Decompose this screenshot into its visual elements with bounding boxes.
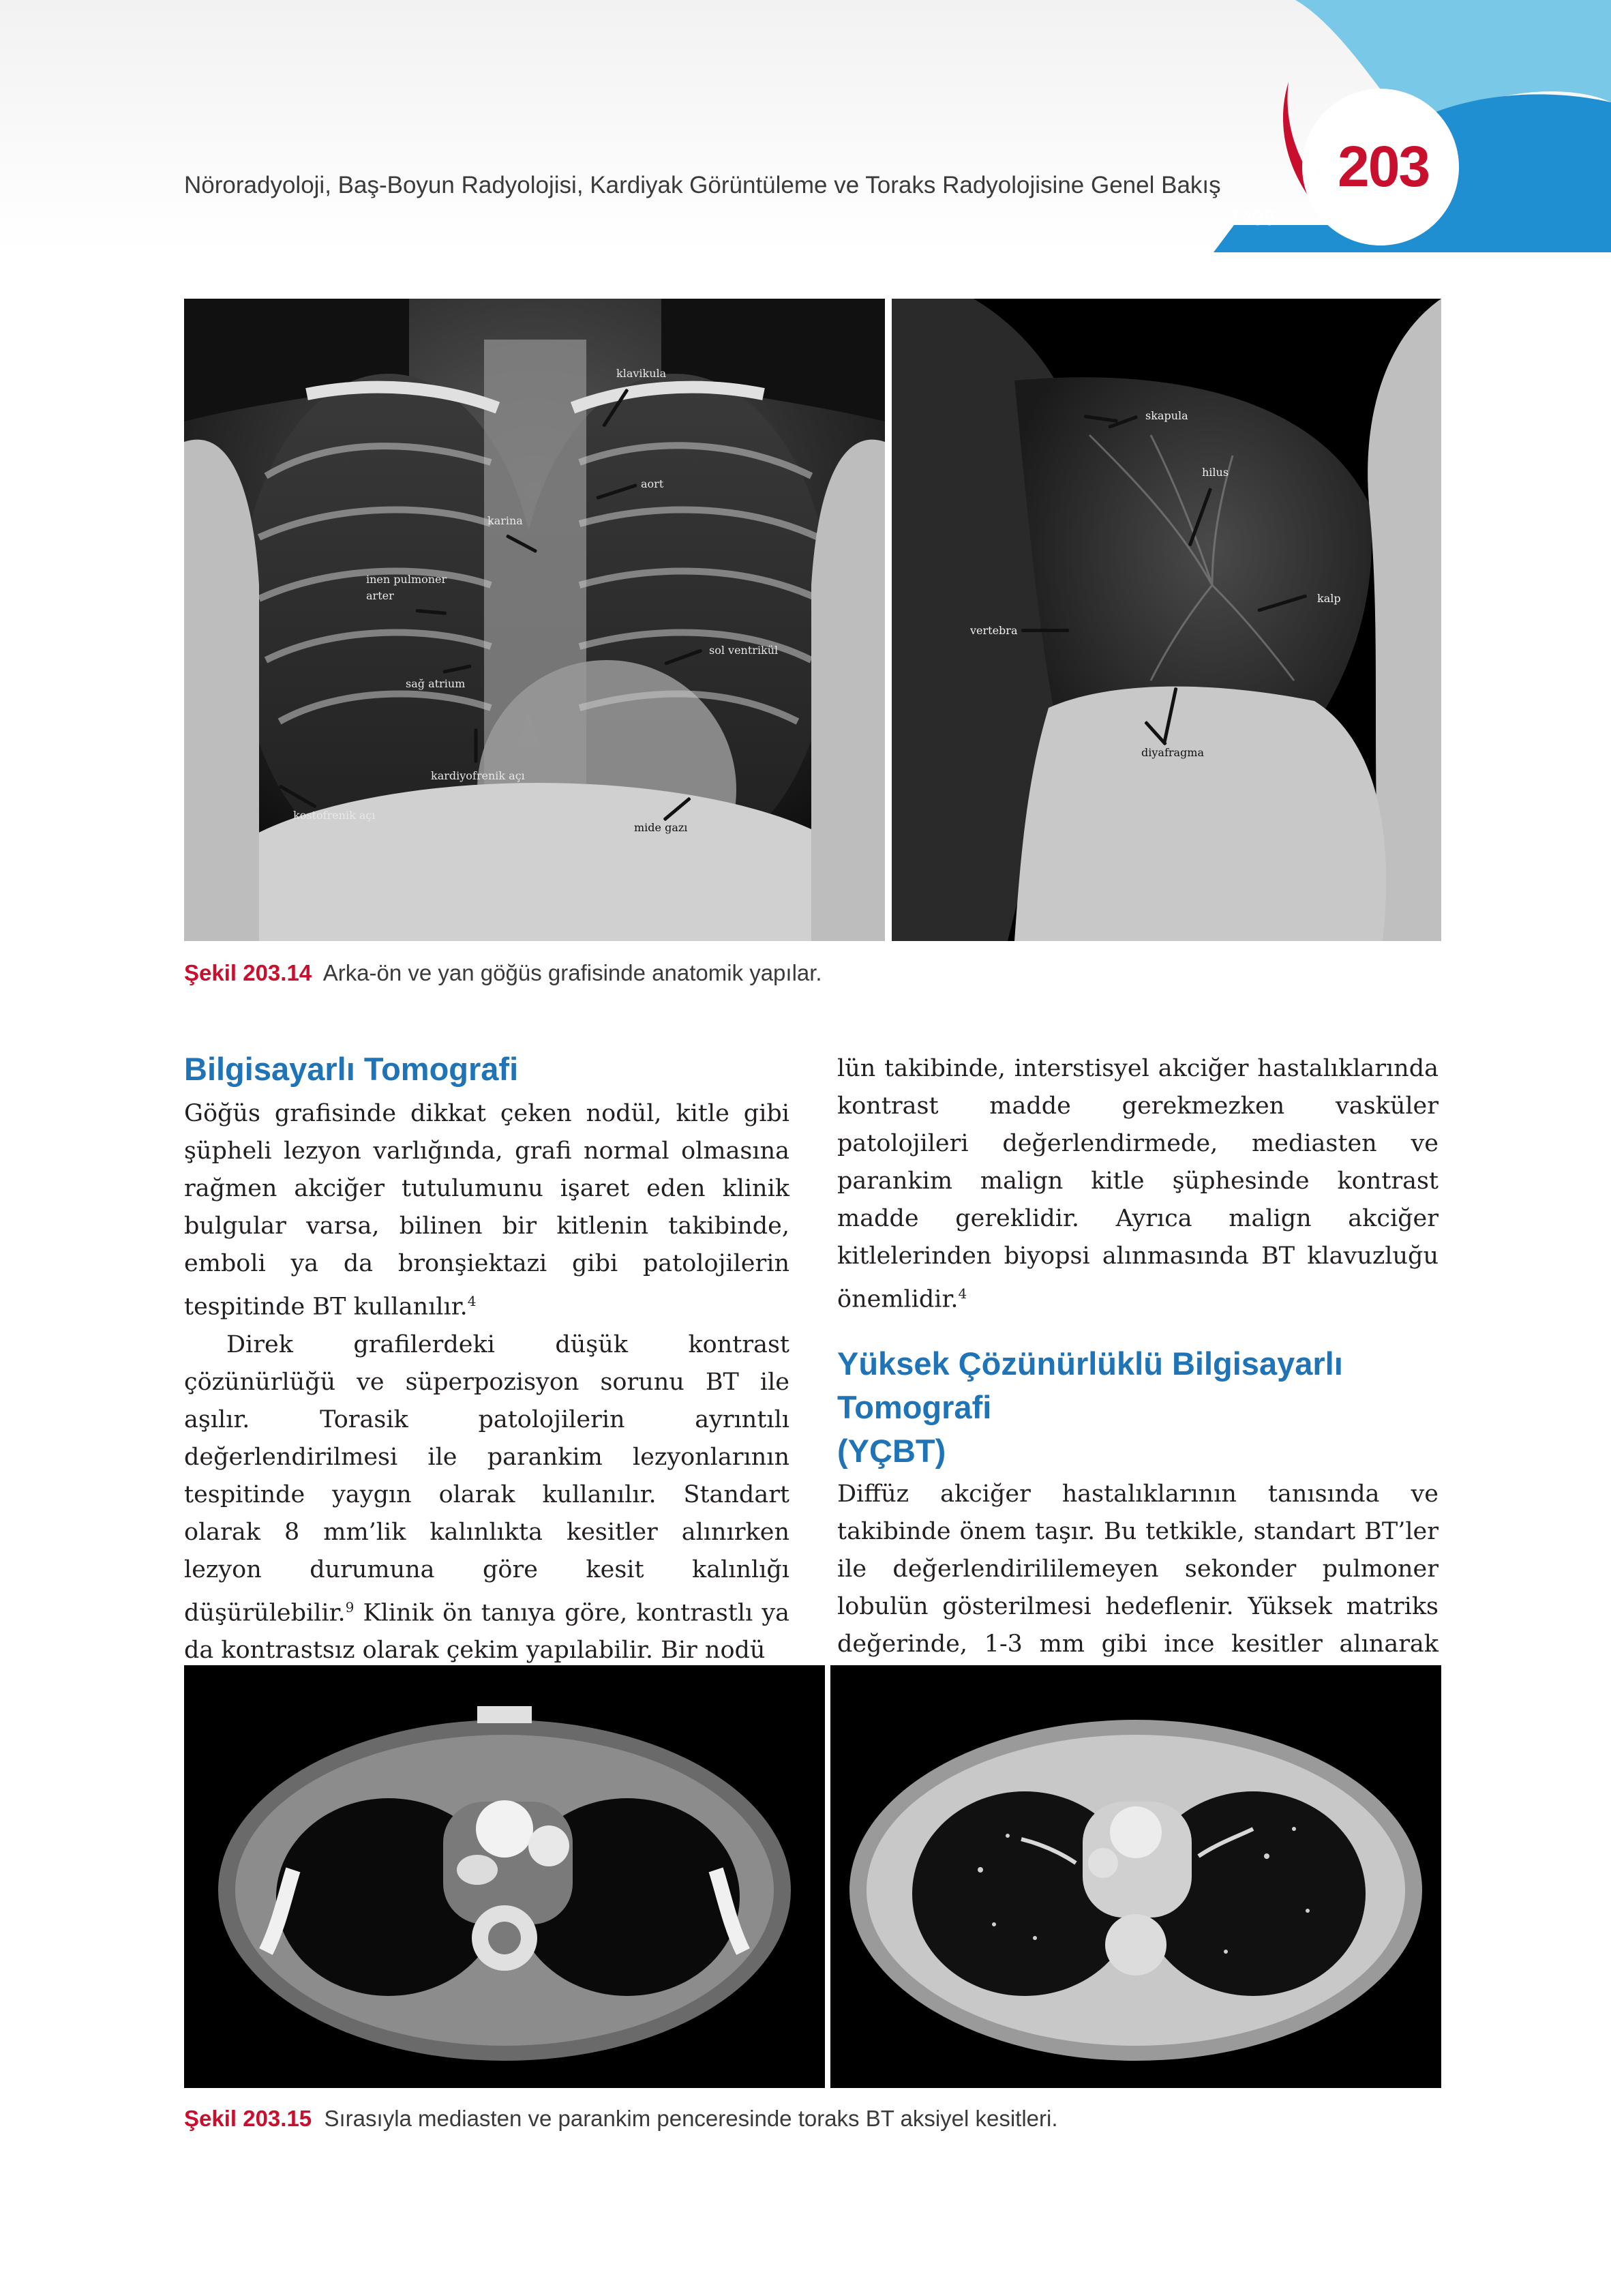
pointer-kardiyofrenik: [475, 729, 478, 763]
left-column: [184, 1047, 789, 1669]
paragraph-bt-2: [184, 1326, 789, 1670]
reference-4: 4: [467, 1293, 477, 1309]
reference-4b: 4: [958, 1285, 967, 1302]
figure-203-15-caption: [184, 2106, 1058, 2132]
figure-203-14-label: Şekil 203.14: [184, 960, 312, 985]
running-title: Nöroradyoloji, Baş-Boyun Radyolojisi, Kardiyak Görüntüleme ve Toraks Radyolojisine Genel Bakış: [184, 172, 1221, 198]
paragraph-bt-2-text-a: Direk grafilerdeki düşük kontrast çözünürlüğü ve süperpozisyon sorunu BT ile aşılır. Torasik patolojilerin ayrıntılı değerlendirilmesi ile parankim lezyonlarının tespitinde yaygın olarak kullanılır. Standart olarak 8 mm’lik kalınlıkta kesitler alınırken lezyon durumuna göre kesit kalınlığı düşürülebilir.: [184, 1330, 789, 1627]
heading-bilgisayarli-tomografi: Bilgisayarlı Tomografi: [184, 1051, 519, 1087]
pa-chest-xray: [184, 299, 885, 941]
label-karina: karina: [487, 514, 523, 527]
figure-203-14-text: Arka-ön ve yan göğüs grafisinde anatomik yapılar.: [322, 960, 822, 985]
paragraph-bt-continued: [837, 1050, 1439, 1319]
lateral-xray-image: [892, 299, 1441, 941]
label-skapula: skapula: [1145, 409, 1188, 422]
label-kardiyofrenik: kardiyofrenik açı: [431, 769, 525, 782]
label-arter: arter: [366, 589, 394, 602]
label-diyafragma: diyafragma: [1141, 746, 1204, 759]
label-klavikula: klavikula: [616, 367, 667, 380]
paragraph-bt-1-text: Göğüs grafisinde dikkat çeken nodül, kitle gibi şüpheli lezyon varlığında, grafi normal olmasına rağmen akciğer tutulumunu işaret eden klinik bulgular varsa, bilinen bir kitlenin takibinde, emboli ya da bronşiektazi gibi patolojilerin tespitinde BT kullanılır.: [184, 1100, 789, 1321]
label-sol-ventrikul: sol ventrikül: [709, 644, 779, 657]
label-sag-atrium: sağ atrium: [406, 677, 466, 690]
reference-9: 9: [345, 1598, 355, 1615]
lateral-chest-xray: [892, 299, 1441, 941]
ct-lung-image: [830, 1665, 1441, 2088]
label-inen-pulmoner: inen pulmoner: [366, 573, 447, 586]
figure-203-14-caption: [184, 960, 822, 986]
page-number: 1435: [1229, 206, 1276, 230]
ct-mediastinal-window: [184, 1665, 825, 2088]
paragraph-bt-1: [184, 1095, 789, 1326]
pointer-vertebra: [1021, 629, 1069, 632]
label-kostofrenik: kostofrenik açı: [293, 809, 376, 822]
figure-203-15-text: Sırasıyla mediasten ve parankim penceresinde toraks BT aksiyel kesitleri.: [324, 2106, 1058, 2131]
paragraph-bt-2-text-b: Klinik ön tanıya göre, kontrastlı ya da kontrastsız olarak çekim yapılabilir. Bir nodü: [184, 1599, 789, 1665]
heading-ycbt-line2: (YÇBT): [837, 1432, 946, 1469]
label-aort: aort: [641, 477, 664, 490]
right-column: [837, 1050, 1439, 1701]
ct-mediastinal-image: [184, 1665, 825, 2088]
ct-lung-window: [830, 1665, 1441, 2088]
chapter-label: Bölüm: [1350, 95, 1426, 123]
label-hilus: hilus: [1202, 466, 1229, 479]
paragraph-ycbt: Diffüz akciğer hastalıklarının tanısında ve takibinde önem taşır. Bu tetkikle, standart BT’ler ile değerlendirililemeyen sekonder pulmoner lobulün gösterilmesi hedeflenir. Yüksek matriks değerinde, 1-3 mm gibi ince kesitler alınarak: [837, 1480, 1439, 1658]
pa-xray-image: [184, 299, 885, 941]
heading-ycbt-line1: Yüksek Çözünürlüklü Bilgisayarlı Tomografi: [837, 1345, 1343, 1425]
paragraph-bt-continued-text: lün takibinde, interstisyel akciğer hastalıklarında kontrast madde gerekmezken vasküler patolojileri değerlendirmede, mediasten ve parankim malign kitle şüphesinde kontrast madde gereklidir. Ayrıca malign akciğer kitlelerinden biyopsi alınmasında BT klavuzluğu önemlidir.: [837, 1055, 1439, 1313]
label-kalp: kalp: [1317, 592, 1341, 605]
figure-203-15-label: Şekil 203.15: [184, 2106, 312, 2131]
label-vertebra: vertebra: [970, 624, 1018, 637]
heading-ycbt: [837, 1342, 1439, 1473]
chapter-number: 203: [1338, 134, 1430, 198]
label-mide-gazi: mide gazı: [634, 821, 688, 834]
